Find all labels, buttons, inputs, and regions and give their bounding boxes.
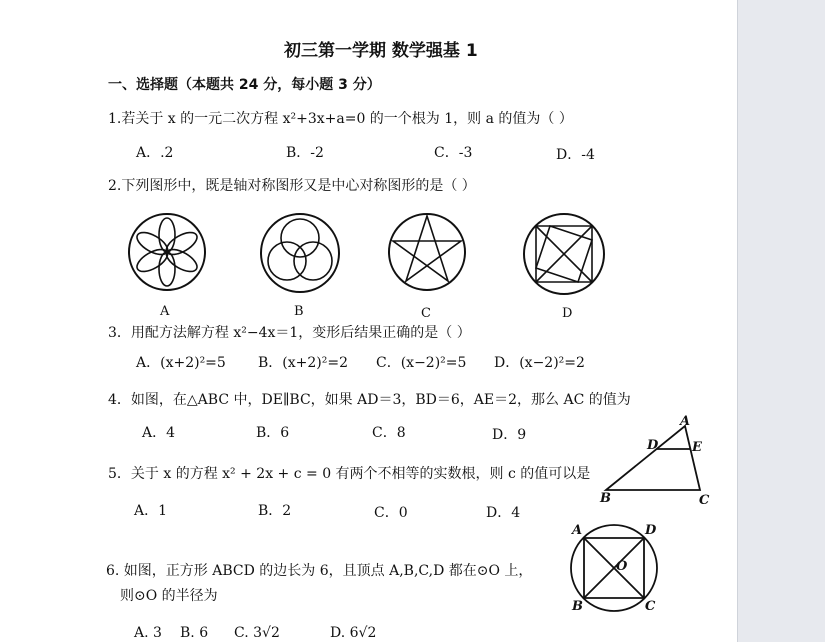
q2-figure-a — [127, 212, 207, 292]
q3-option-b: B．(x+2)²=2 — [258, 355, 348, 371]
q6-option-d: D. 6√2 — [330, 625, 377, 641]
q1-option-b: B．-2 — [286, 145, 324, 161]
q4-option-d: D．9 — [492, 427, 527, 443]
q2-label-b: B — [294, 304, 304, 319]
q6-option-c: C. 3√2 — [234, 625, 280, 641]
triangle-label-e: E — [692, 440, 702, 455]
q5-option-c: C．0 — [374, 505, 408, 521]
q1-option-c: C．-3 — [434, 145, 473, 161]
q3-option-c: C．(x−2)²=5 — [376, 355, 467, 371]
square-label-d: D — [645, 523, 657, 538]
square-label-c: C — [645, 599, 656, 614]
q4-option-c: C．8 — [372, 425, 406, 441]
square-label-o: O — [616, 559, 628, 574]
q5-option-b: B．2 — [258, 503, 292, 519]
triangle-label-c: C — [699, 493, 710, 508]
triangle-label-b: B — [600, 491, 611, 506]
question-1-text: 1.若关于 x 的一元二次方程 x²+3x+a=0 的一个根为 1，则 a 的值为（ ） — [108, 111, 573, 127]
question-3-text: 3．用配方法解方程 x²−4x＝1，变形后结果正确的是（ ） — [108, 325, 471, 341]
q3-option-d: D．(x−2)²=2 — [494, 355, 585, 371]
q2-label-d: D — [562, 306, 573, 321]
q5-option-d: D．4 — [486, 505, 521, 521]
question-5-text: 5．关于 x 的方程 x² + 2x + c = 0 有两个不相等的实数根，则 c 的值可以是 — [108, 466, 591, 482]
q6-option-a: A. 3 — [134, 625, 162, 641]
question-4-text: 4．如图，在△ABC 中，DE∥BC，如果 AD＝3，BD＝6，AE＝2，那么 AC 的值为 — [108, 392, 631, 408]
viewer-side-panel — [737, 0, 825, 642]
q6-option-b: B. 6 — [180, 625, 209, 641]
q2-figure-b — [259, 212, 341, 294]
page-title: 初三第一学期 数学强基 1 — [284, 41, 478, 61]
q4-option-b: B．6 — [256, 425, 290, 441]
q2-figure-c — [387, 212, 467, 292]
square-label-a: A — [572, 523, 583, 538]
square-label-b: B — [572, 599, 583, 614]
q4-option-a: A．4 — [142, 425, 176, 441]
q5-option-a: A．1 — [134, 503, 168, 519]
q1-option-d: D．-4 — [556, 147, 595, 163]
q2-label-a: A — [160, 304, 170, 319]
question-6-text-line1: 6. 如图，正方形 ABCD 的边长为 6，且顶点 A,B,C,D 都在⊙O 上， — [106, 563, 533, 579]
q2-label-c: C — [421, 306, 431, 321]
triangle-label-a: A — [680, 414, 691, 429]
section-heading: 一、选择题（本题共 24 分，每小题 3 分） — [108, 77, 381, 93]
question-6-text-line2: 则⊙O 的半径为 — [120, 588, 218, 604]
q3-option-a: A．(x+2)²=5 — [136, 355, 226, 371]
q1-option-a: A．.2 — [136, 145, 174, 161]
q2-figure-d — [522, 212, 606, 296]
question-2-text: 2.下列图形中，既是轴对称图形又是中心对称图形的是（ ） — [108, 178, 476, 194]
triangle-label-d: D — [647, 438, 659, 453]
triangle-abc-figure — [606, 422, 706, 494]
